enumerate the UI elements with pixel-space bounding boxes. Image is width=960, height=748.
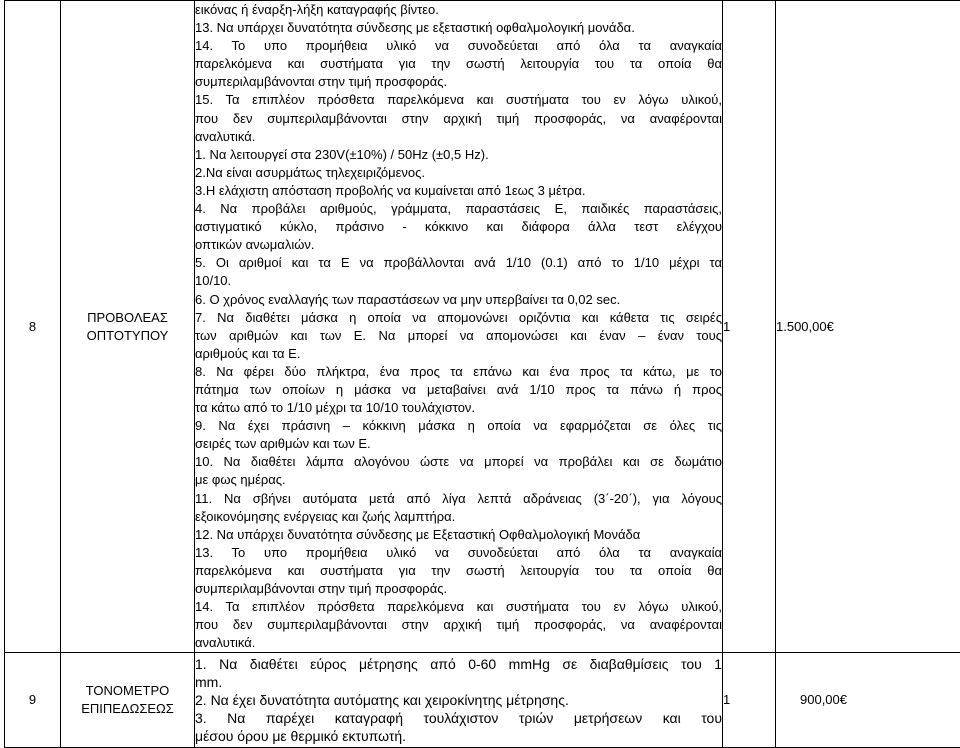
item-quantity: 1 (723, 1, 776, 653)
spec-line: συμπεριλαμβάνονται στην τιμή προσφοράς. (195, 73, 722, 91)
spec-line: αστιγματικό κύκλο, πράσινο - κόκκινο και διάφορα άλλα τεστ ελέγχου (195, 218, 722, 236)
spec-line: 13. Να υπάρχει δυνατότητα σύνδεσης με εξεταστική οφθαλμολογική μονάδα. (195, 19, 722, 37)
spec-line: των αριθμών και των Ε. Να μπορεί να απομονώσει και έναν – έναν τους (195, 327, 722, 345)
spec-line: που δεν συμπεριλαμβάνονται στην αρχική τιμή προσφοράς, να αναφέρονται (195, 616, 722, 634)
item-name-line: ΟΠΤΟΤΥΠΟΥ (61, 327, 194, 345)
spec-line: 2.Να είναι ασυρμάτως τηλεχειριζόμενος. (195, 164, 722, 182)
spec-line: τα κάτω από το 1/10 μέχρι τα 10/10 τουλάχιστον. (195, 399, 722, 417)
table-row (5, 653, 960, 748)
spec-line: 14. Το υπο προμήθεια υλικό να συνοδεύεται από όλα τα αναγκαία (195, 37, 722, 55)
spec-line: οπτικών ανωμαλιών. (195, 236, 722, 254)
spec-line: 5. Οι αριθμοί και τα Ε να προβάλλονται ανά 1/10 (0.1) από το 1/10 μέχρι τα (195, 254, 722, 272)
spec-line: συμπεριλαμβάνονται στην τιμή προσφοράς. (195, 580, 722, 598)
spec-line: 6. Ο χρόνος εναλλαγής των παραστάσεων να μην υπερβαίνει τα 0,02 sec. (195, 291, 722, 309)
spec-line: σειρές των αριθμών και των Ε. (195, 435, 722, 453)
spec-line: 9. Να έχει πράσινη – κόκκινη μάσκα η οποία να εφαρμόζεται σε όλες τις (195, 417, 722, 435)
item-specifications (195, 653, 723, 748)
item-name-line: ΤΟΝΟΜΕΤΡΟ (61, 682, 194, 700)
spec-line: αριθμούς και τα Ε. (195, 345, 722, 363)
spec-line: εξοικονόμησης ενέργειας και ζωής λαμπτήρα. (195, 508, 722, 526)
spec-line: 1. Να λειτουργεί στα 230V(±10%) / 50Hz (±0,5 Hz). (195, 146, 722, 164)
item-price: 1.500,00€ (776, 1, 960, 653)
table-row (5, 1, 960, 653)
spec-line: 3.Η ελάχιστη απόσταση προβολής να κυμαίνεται από 1εως 3 μέτρα. (195, 182, 722, 200)
item-number: 9 (5, 653, 61, 748)
spec-line: 4. Να προβάλει αριθμούς, γράμματα, παραστάσεις Ε, παιδικές παραστάσεις, (195, 200, 722, 218)
spec-line: με φως ημέρας. (195, 471, 722, 489)
spec-line: 2. Να έχει δυνατότητα αυτόματης και χειροκίνητης μέτρησης. (195, 691, 722, 709)
spec-line: αναλυτικά. (195, 634, 722, 652)
spec-line: mm. (195, 673, 722, 691)
spec-line: 10/10. (195, 272, 722, 290)
item-name (61, 1, 195, 653)
spec-line: 8. Να φέρει δύο πλήκτρα, ένα προς τα επάνω και ένα προς τα κάτω, με το (195, 363, 722, 381)
spec-line: παρελκόμενα και συστήματα για την σωστή λειτουργία του τα οποία θα (195, 55, 722, 73)
spec-line: πάτημα των οποίων η μάσκα να μεταβαίνει ανά 1/10 προς τα πάνω ή προς (195, 381, 722, 399)
spec-line: αναλυτικά. (195, 128, 722, 146)
spec-line: 7. Να διαθέτει μάσκα η οποία να απομονώνει οριζόντια και κάθετα τις σειρές (195, 309, 722, 327)
spec-line: 15. Τα επιπλέον πρόσθετα παρελκόμενα και συστήματα του εν λόγω υλικού, (195, 91, 722, 109)
spec-line: 3. Να παρέχει καταγραφή τουλάχιστον τριών μετρήσεων και του (195, 709, 722, 727)
equipment-spec-table (4, 0, 960, 748)
spec-line: που δεν συμπεριλαμβάνονται στην αρχική τιμή προσφοράς, να αναφέρονται (195, 110, 722, 128)
item-name (61, 653, 195, 748)
item-quantity: 1 (723, 653, 776, 748)
spec-line: παρελκόμενα και συστήματα για την σωστή λειτουργία του τα οποία θα (195, 562, 722, 580)
item-specifications (195, 1, 723, 653)
spec-line: 10. Να διαθέτει λάμπα αλογόνου ώστε να μπορεί να προβάλει και σε δωμάτιο (195, 453, 722, 471)
spec-line: 11. Να σβήνει αυτόματα μετά από λίγα λεπτά αδράνειας (3΄-20΄), για λόγους (195, 490, 722, 508)
spec-line: 14. Τα επιπλέον πρόσθετα παρελκόμενα και συστήματα του εν λόγω υλικού, (195, 598, 722, 616)
item-price: 900,00€ (776, 653, 960, 748)
item-name-line: ΕΠΙΠΕΔΩΣΕΩΣ (61, 700, 194, 718)
spec-line: 1. Να διαθέτει εύρος μέτρησης από 0-60 mmHg σε διαβαθμίσεις του 1 (195, 655, 722, 673)
item-name-line: ΠΡΟΒΟΛΕΑΣ (61, 309, 194, 327)
spec-line: μέσου όρου με θερμικό εκτυπωτή. (195, 727, 722, 745)
spec-line: 12. Να υπάρχει δυνατότητα σύνδεσης με Εξεταστική Οφθαλμολογική Μονάδα (195, 526, 722, 544)
item-number: 8 (5, 1, 61, 653)
spec-line: 13. Το υπο προμήθεια υλικό να συνοδεύεται από όλα τα αναγκαία (195, 544, 722, 562)
spec-line: εικόνας ή έναρξη-λήξη καταγραφής βίντεο. (195, 1, 722, 19)
